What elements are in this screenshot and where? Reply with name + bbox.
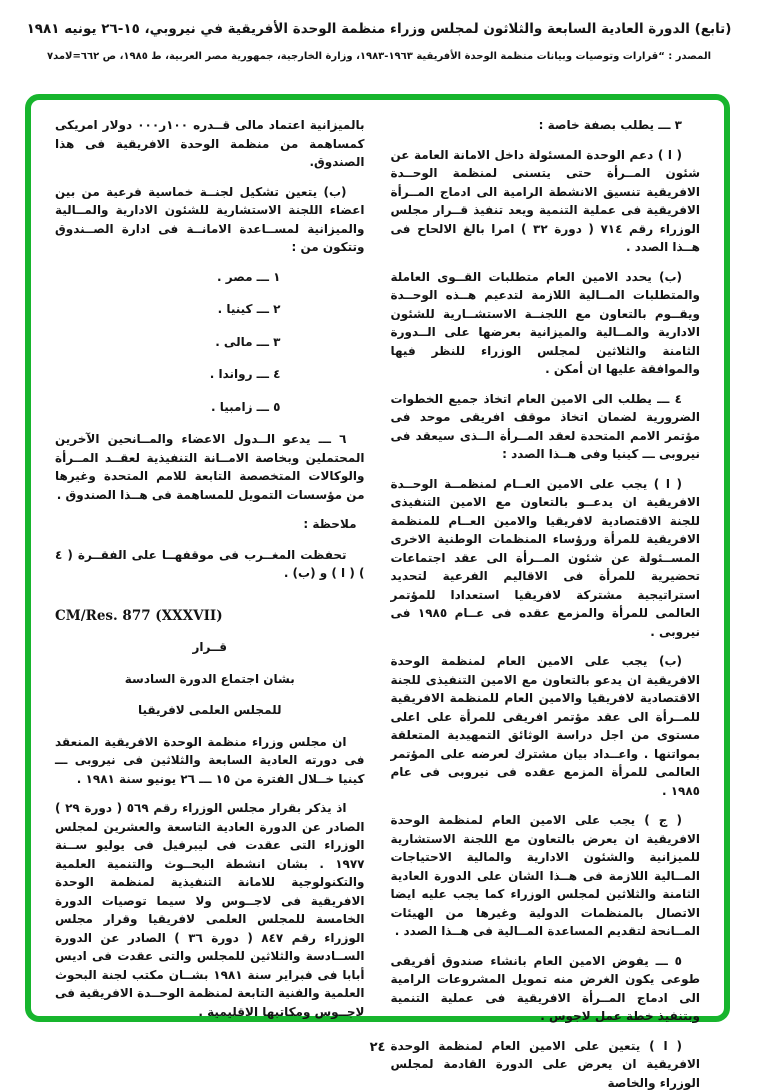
committee-member-kenya: ٢ ـــ كينيا .: [55, 300, 365, 319]
session-title: (تابع) الدورة العادية السابعة والثلاثون لمجلس وزراء منظمة الوحدة الأفريقية في نيروبي، ١٥-٢٦ يونيه ١٩٨١: [0, 20, 758, 39]
resolution-reference: CM/Res. 877 (XXXVII): [55, 607, 365, 626]
clause-5: ٥ ـــ يفوض الامين العام بانشاء صندوق أفريقى طوعى يكون الغرض منه تمويل المشروعات الرامية الى ادماج المــرأة الافريقية فى عملية التنمية وبتنفيذ خطة عمل لاجوس .: [391, 952, 701, 1026]
resolution-subject-line-1: بشان اجتماع الدورة السادسة: [55, 670, 365, 689]
text-columns: [55, 116, 700, 1006]
page-number: ٢٤: [25, 1040, 730, 1055]
preamble-recalling: اذ يذكر بقرار مجلس الوزراء رقم ٥٦٩ ( دورة ٢٩ ) الصادر عن الدورة العادية التاسعة والعشرين لمجلس الوزراء التى عقدت فى ليبرفيل فى يوليو ســنة ١٩٧٧ . بشان انشطة البحــوث والتنمية العلمية والتكنولوجية للامانة التنفيذية لمنظمة الوحدة الافريقية فى لاجــوس ولا سيما توصيات الدورة الخامسة للمجلس العلمى لافريقيا وقرار مجلس الوزراء رقم ٨٤٧ ( دورة ٣٦ ) الصادر عن الدورة الســادسة والثلاثين للمجلس والتى عقدت فى اديس أبابا فى فبراير سنة ١٩٨١ بشــان مكتب لجنة البحوث العلمية والفنية التابعة لمنظمة الوحــدة الافريقية فى لاجــوس ومكاتبها الاقليمية .: [55, 799, 365, 1021]
committee-member-rwanda: ٤ ـــ رواندا .: [55, 365, 365, 384]
clause-4-heading: ٤ ـــ يطلب الى الامين العام اتخاذ جميع الخطوات الضرورية لضمان اتخاذ موقف افريقى موحد فى مؤتمر الامم المتحدة لعقد المــرأة الــذى سيعقد فى نيروبى ـــ كينيا وفى هــذا الصدد :: [391, 390, 701, 464]
page-header: [0, 0, 758, 64]
right-column: [391, 116, 701, 1006]
resolution-subject-line-2: للمجلس العلمى لافريقيا: [55, 701, 365, 720]
note-label: ملاحظة :: [55, 515, 365, 534]
clause-3-item-b: (ب) يحدد الامين العام متطلبات القــوى العاملة والمتطلبات المــالية اللازمة لتدعيم هــذه الوحــدة ويقــوم بالتعاون مع اللجنــة الاستشــارية للشئون الادارية والمــالية والميزانية بعرضها على الــدورة الثامنة والثلاثين لمجلس الوزراء للنظر فيها والموافقة عليها ان أمكن .: [391, 268, 701, 379]
source-citation: المصدر : “قرارات وتوصيات وبيانات منظمة الوحدة الأفريقية ١٩٦٣-١٩٨٣، وزارة الخارجية، جمهورية مصر العربية، ط ١٩٨٥، ص ٦٦٢=لامد٧: [0, 50, 758, 64]
preamble-opening: ان مجلس وزراء منظمة الوحدة الافريقية المنعقد فى دورته العادية السابعة والثلاثين فى نيروبى ـــ كينيا خــلال الفترة من ١٥ ـــ ٢٦ يونيو سنة ١٩٨١ .: [55, 733, 365, 789]
clause-3-heading: ٣ ـــ يطلب بصفة خاصة :: [391, 116, 701, 135]
clause-6: ٦ ـــ يدعو الــدول الاعضاء والمــانحين الآخرين المحتملين وبخاصة الامــانة التنفيذية لعقــد المــرأة والوكالات المتخصصة التابعة للامم المتحدة وغيرها من مؤسسات التمويل للمساهمة فى هــذا الصندوق .: [55, 430, 365, 504]
clause-4-item-b: (ب) يجب على الامين العام لمنظمة الوحدة الافريقية ان يدعو بالتعاون مع الامين التنفيذى للجنة الاقتصادية لافريقيا والامين العام للمنظمة الافريقية للمــرأة الى عقد مؤتمر افريقى للمرأة على اعلى مستوى من اجل دراسة الوثائق التمهيدية المتعلقة بمواتنها . واعــداد بيان مشترك لعرضه على المؤتمر العالمى للمرأة المزمع عقده فى نيروبى فى عام ١٩٨٥ .: [391, 652, 701, 800]
clause-5-item-a: ( ا ) يتعين على الامين العام لمنظمة الوحدة الافريقية ان يعرض على الدورة القادمة لمجلس الوزراء والخاصة: [391, 1037, 701, 1092]
committee-member-mali: ٣ ـــ مالى .: [55, 333, 365, 352]
resolution-title: قــرار: [55, 638, 365, 657]
clause-4-item-c: ( ج ) يجب على الامين العام لمنظمة الوحدة الافريقية ان يعرض بالتعاون مع اللجنة الاستشارية للميزانية والشئون الادارية والمالية الاحتياجات المــالية اللازمة فى هــذا الشان على الدورة العادية الثامنة والثلاثين لمجلس الوزراء كما يجب عليه ايضا الاتصال بالمنظمات الدولية وغيرها من الهيئات المــانحة لتقديم المساعدة المــالية فى هــذا الصدد .: [391, 811, 701, 941]
clause-5-item-b: (ب) يتعين تشكيل لجنــة خماسية فرعية من بين اعضاء اللجنة الاستشارية للشئون الادارية والمــالية والميزانية لمســاعدة الامانــة فى ادارة الصــندوق وتتكون من :: [55, 183, 365, 257]
clause-5-a-continuation: بالميزانية اعتماد مالى قــدره ١٠٠ر٠٠٠ دولار امريكى كمساهمة من منظمة الوحدة الافريقية فى هذا الصندوق.: [55, 116, 365, 172]
left-column: [55, 116, 365, 1006]
clause-3-item-a: ( ا ) دعم الوحدة المسئولة داخل الامانة العامة عن شئون المــرأة حتى يتسنى لمنظمة الوحــدة الافريقية تنسيق الانشطة الرامية الى ادماج المــرأة الافريقية فى عملية التنمية ويعد تنفيذ قــرار مجلس الوزراء رقم ٧١٤ ( دورة ٣٢ ) امرا بالغ الالحاح فى هــذا الصدد .: [391, 146, 701, 257]
committee-member-zambia: ٥ ـــ زامبيا .: [55, 398, 365, 417]
clause-4-item-a: ( ا ) يجب على الامين العــام لمنظمــة الوحــدة الافريقية ان يدعــو بالتعاون مع الامين التنفيذى للجنة الاقتصادية لافريقيا والامين العــام للمنظمة الافريقية للمرأة ورؤساء المنظمات الوطنية الاخرى المســئولة عن شئون المــرأة الى عقد اجتماعات تحضيرية للمرأة فى الاقاليم الفرعية لتحديد استراتيجية مشتركة لافريقيا استعدادا للمؤتمر العالمى للمرأة والمزمع عقده فى عــام ١٩٨٥ فى نيروبى .: [391, 475, 701, 642]
note-text: تحفظت المغــرب فى موقفهــا على الفقــرة ( ٤ ) ( ا ) و (ب) .: [55, 546, 365, 583]
committee-member-egypt: ١ ـــ مصر .: [55, 268, 365, 287]
resolution-frame: [25, 94, 730, 1022]
